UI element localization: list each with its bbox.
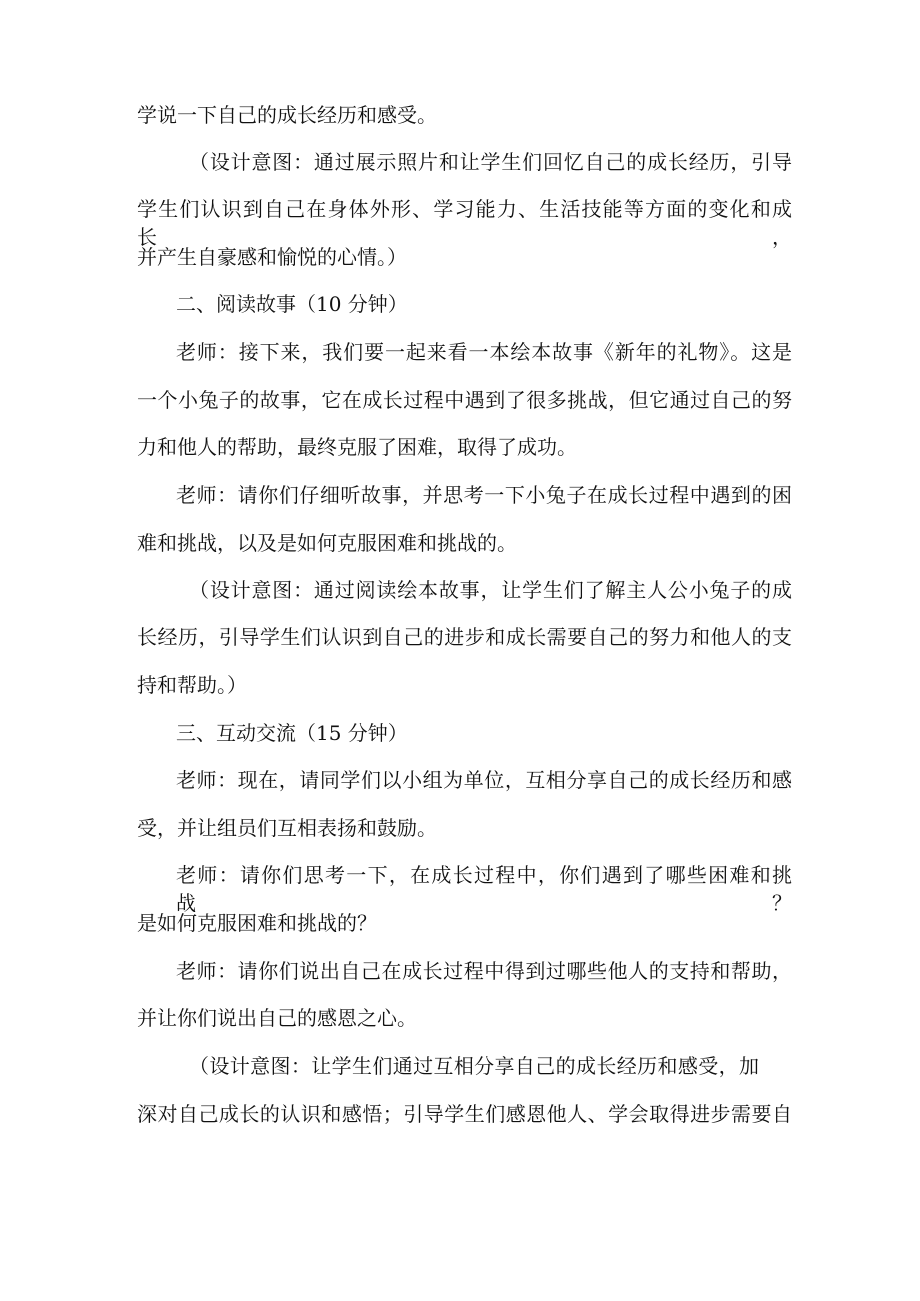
text-line-11: （设计意图：通过阅读绘本故事，让学生们了解主人公小兔子的成 — [189, 578, 792, 602]
text-line-13: 持和帮助。） — [137, 673, 247, 697]
text-line-10: 难和挑战，以及是如何克服困难和挑战的。 — [137, 531, 517, 555]
text-line-16: 受，并让组员们互相表扬和鼓励。 — [137, 816, 437, 840]
section-heading-3: 三、互动交流（15 分钟） — [176, 721, 408, 745]
text-line-9: 老师：请你们仔细听故事，并思考一下小兔子在成长过程中遇到的困 — [176, 483, 792, 507]
text-line-1: 学说一下自己的成长经历和感受。 — [137, 103, 437, 127]
text-line-22: 深对自己成长的认识和感悟；引导学生们感恩他人、学会取得进步需要自 — [137, 1102, 792, 1126]
text-line-15: 老师：现在，请同学们以小组为单位，互相分享自己的成长经历和感 — [176, 768, 792, 792]
text-line-20: 并让你们说出自己的感恩之心。 — [137, 1006, 417, 1030]
text-line-17: 老师：请你们思考一下，在成长过程中，你们遇到了哪些困难和挑战？ — [176, 863, 792, 915]
text-line-4: 并产生自豪感和愉悦的心情。） — [137, 245, 407, 269]
section-heading-2: 二、阅读故事（10 分钟） — [176, 292, 408, 316]
text-line-2: （设计意图：通过展示照片和让学生们回忆自己的成长经历，引导 — [189, 150, 792, 174]
text-line-18: 是如何克服困难和挑战的？ — [137, 911, 377, 935]
text-line-8: 力和他人的帮助，最终克服了困难，取得了成功。 — [137, 435, 577, 459]
text-line-3: 学生们认识到自己在身体外形、学习能力、生活技能等方面的变化和成长， — [137, 197, 792, 249]
text-line-19: 老师：请你们说出自己在成长过程中得到过哪些他人的支持和帮助， — [176, 959, 792, 983]
text-line-6: 老师：接下来，我们要一起来看一本绘本故事《新年的礼物》。这是 — [176, 340, 792, 364]
text-line-21: （设计意图：让学生们通过互相分享自己的成长经历和感受，加 — [189, 1054, 759, 1078]
text-line-12: 长经历，引导学生们认识到自己的进步和成长需要自己的努力和他人的支 — [137, 625, 792, 649]
text-line-7: 一个小兔子的故事，它在成长过程中遇到了很多挑战，但它通过自己的努 — [137, 388, 792, 412]
